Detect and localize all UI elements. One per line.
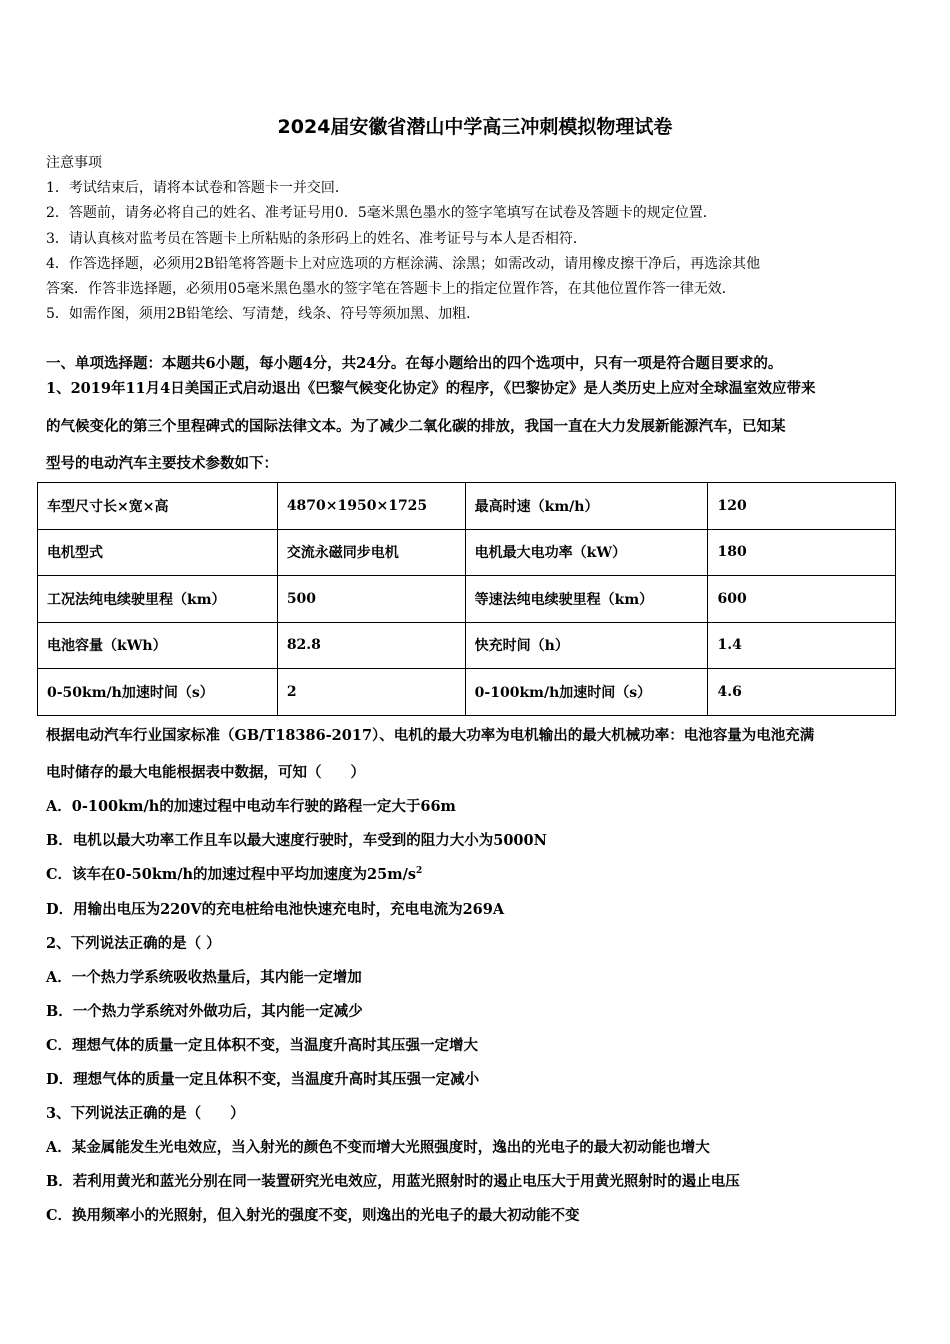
option-a: A．一个热力学系统吸收热量后，其内能一定增加: [46, 969, 362, 986]
option-b: B．若利用黄光和蓝光分别在同一装置研究光电效应，用蓝光照射时的遏止电压大于用黄光照射时的遏止电压: [46, 1173, 740, 1190]
note-item: 4．作答选择题，必须用2B铅笔将答题卡上对应选项的方框涂满、涂黑；如需改动，请用橡皮擦干净后，再选涂其他: [46, 256, 761, 272]
table-cell: 600: [708, 576, 896, 623]
table-cell: 4870×1950×1725: [277, 483, 465, 530]
note-item: 答案．作答非选择题，必须用05毫米黑色墨水的签字笔在答题卡上的指定位置作答，在其他位置作答一律无效．: [46, 281, 736, 297]
table-cell: 等速法纯电续驶里程（km）: [465, 576, 708, 623]
question-1-text: 根据电动汽车行业国家标准（GB/T18386-2017）、电机的最大功率为电机输出的最大机械功率：电池容量为电池充满: [46, 727, 815, 744]
note-item: 5．如需作图，须用2B铅笔绘、写清楚，线条、符号等须加黑、加粗．: [46, 306, 481, 322]
table-row: [38, 576, 896, 623]
option-c: [46, 863, 422, 884]
question-1-stem: 型号的电动汽车主要技术参数如下：: [46, 455, 278, 472]
table-cell: 电池容量（kWh）: [38, 622, 278, 669]
option-d: D．理想气体的质量一定且体积不变，当温度升高时其压强一定减小: [46, 1071, 480, 1088]
table-cell: 交流永磁同步电机: [277, 529, 465, 576]
question-1-stem: 的气候变化的第三个里程碑式的国际法律文本。为了减少二氧化碳的排放，我国一直在大力发展新能源汽车，已知某: [46, 418, 786, 435]
table-cell: 工况法纯电续驶里程（km）: [38, 576, 278, 623]
option-b: B．电机以最大功率工作且车以最大速度行驶时，车受到的阻力大小为5000N: [46, 832, 547, 849]
table-cell: 0-100km/h加速时间（s）: [465, 669, 708, 716]
table-cell: 82.8: [277, 622, 465, 669]
page-title: 2024届安徽省潜山中学高三冲刺模拟物理试卷: [277, 116, 673, 138]
option-c-text: C．该车在0-50km/h的加速过程中平均加速度为25m/s: [46, 866, 417, 883]
table-cell: 0-50km/h加速时间（s）: [38, 669, 278, 716]
question-2-stem: 2、下列说法正确的是（ ）: [46, 935, 221, 952]
table-cell: 500: [277, 576, 465, 623]
option-a: A．某金属能发生光电效应，当入射光的颜色不变而增大光照强度时，逸出的光电子的最大初动能也增大: [46, 1139, 710, 1156]
note-item: 3．请认真核对监考员在答题卡上所粘贴的条形码上的姓名、准考证号与本人是否相符．: [46, 231, 587, 247]
option-c: C．换用频率小的光照射，但入射光的强度不变，则逸出的光电子的最大初动能不变: [46, 1207, 580, 1224]
note-item: 2．答题前，请务必将自己的姓名、准考证号用0．5毫米黑色墨水的签字笔填写在试卷及答题卡的规定位置．: [46, 205, 717, 221]
notes-heading: 注意事项: [46, 155, 102, 171]
section-heading: 一、单项选择题：本题共6小题，每小题4分，共24分。在每小题给出的四个选项中，只有一项是符合题目要求的。: [46, 355, 783, 372]
question-1-text: 电时储存的最大电能根据表中数据，可知（ ）: [46, 764, 365, 781]
table-cell: 电机型式: [38, 529, 278, 576]
note-item: 1．考试结束后，请将本试卷和答题卡一并交回．: [46, 180, 349, 196]
table-row: [38, 483, 896, 530]
table-cell: 电机最大电功率（kW）: [465, 529, 708, 576]
table-cell: 车型尺寸长×宽×高: [38, 483, 278, 530]
table-row: [38, 669, 896, 716]
spec-table: [37, 482, 896, 716]
table-cell: 2: [277, 669, 465, 716]
option-b: B．一个热力学系统对外做功后，其内能一定减少: [46, 1003, 363, 1020]
table-cell: 180: [708, 529, 896, 576]
table-cell: 快充时间（h）: [465, 622, 708, 669]
table-row: [38, 529, 896, 576]
option-c: C．理想气体的质量一定且体积不变，当温度升高时其压强一定增大: [46, 1037, 479, 1054]
table-cell: 1.4: [708, 622, 896, 669]
question-1-stem: 1、2019年11月4日美国正式启动退出《巴黎气候变化协定》的程序，《巴黎协定》是人类历史上应对全球温室效应带来: [46, 380, 816, 397]
option-a: A．0-100km/h的加速过程中电动车行驶的路程一定大于66m: [46, 798, 456, 815]
table-row: [38, 622, 896, 669]
question-3-stem: 3、下列说法正确的是（ ）: [46, 1105, 245, 1122]
option-d: D．用输出电压为220V的充电桩给电池快速充电时，充电电流为269A: [46, 901, 505, 918]
table-cell: 120: [708, 483, 896, 530]
table-cell: 4.6: [708, 669, 896, 716]
superscript-exponent: 2: [416, 866, 423, 877]
table-cell: 最高时速（km/h）: [465, 483, 708, 530]
